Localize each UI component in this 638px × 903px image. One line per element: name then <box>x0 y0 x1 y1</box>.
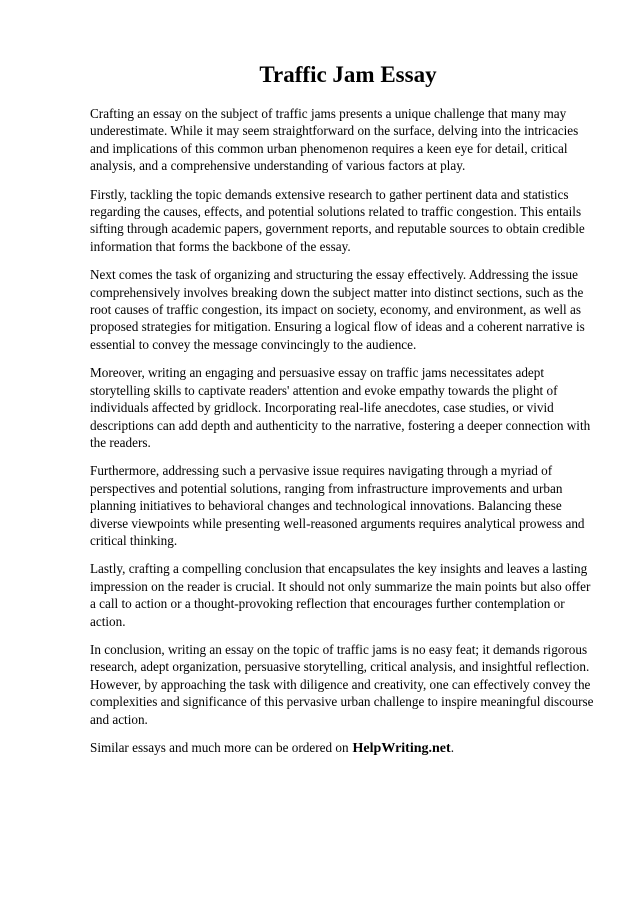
helpwriting-link[interactable]: HelpWriting.net <box>352 741 451 756</box>
footer-line <box>90 739 598 757</box>
paragraph-perspectives: Furthermore, addressing such a pervasive issue requires navigating through a myriad of perspectives and potential solutions, ranging from infrastructure improvements and urban planning initiatives to behavioral changes and technological innovations. Balancing these diverse viewpoints while presenting well-reasoned arguments requires analytical prowess and critical thinking. <box>90 463 585 548</box>
paragraph-conclusion-advice: Lastly, crafting a compelling conclusion that encapsulates the key insights and leaves a lasting impression on the reader is crucial. It should not only summarize the main points but also offer a call to action or a thought-provoking reflection that encourages further contemplation or action. <box>90 561 591 629</box>
paragraph-research: Firstly, tackling the topic demands extensive research to gather pertinent data and statistics regarding the causes, effects, and potential solutions related to traffic congestion. This entails sifting through academic papers, government reports, and reputable sources to obtain credible information that forms the backbone of the essay. <box>90 186 585 254</box>
footer-text: Similar essays and much more can be ordered on <box>90 740 349 755</box>
footer-period: . <box>450 740 454 755</box>
paragraph-structure: Next comes the task of organizing and structuring the essay effectively. Addressing the issue comprehensively involves breaking down the subject matter into distinct sections, such as the root causes of traffic congestion, its impact on society, economy, and environment, as well as proposed strategies for mitigation. Ensuring a logical flow of ideas and a coherent narrative is essential to convey the message convincingly to the audience. <box>90 267 585 352</box>
page-title: Traffic Jam Essay <box>259 62 437 87</box>
paragraph-storytelling: Moreover, writing an engaging and persuasive essay on traffic jams necessitates adept storytelling skills to captivate readers' attention and evoke empathy towards the plight of individuals affected by gridlock. Incorporating real-life anecdotes, case studies, or vivid descriptions can add depth and authenticity to the narrative, fostering a deeper connection with the readers. <box>90 365 591 450</box>
paragraph-conclusion: In conclusion, writing an essay on the topic of traffic jams is no easy feat; it demands rigorous research, adept organization, persuasive storytelling, critical analysis, and insightful reflection. However, by approaching the task with diligence and creativity, one can effectively convey the complexities and significance of this pervasive urban challenge to inspire meaningful discourse and action. <box>90 641 594 727</box>
paragraph-intro: Crafting an essay on the subject of traffic jams presents a unique challenge that many may underestimate. While it may seem straightforward on the surface, delving into the intricacies and implications of this common urban phenomenon requires a keen eye for detail, critical analysis, and a comprehensive understanding of various factors at play. <box>90 106 579 174</box>
